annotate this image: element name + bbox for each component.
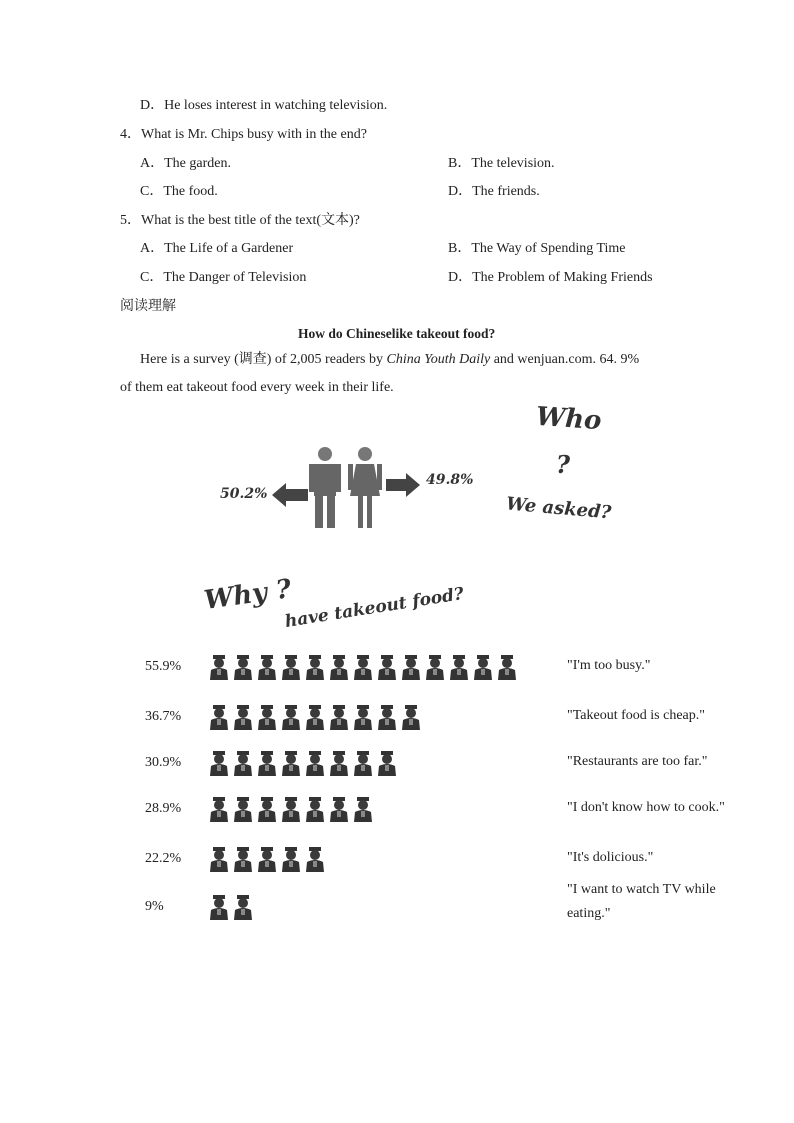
q4-option-b: B．The television. [448,156,555,171]
survey-icon-row [208,846,326,872]
passage-title: How do Chineselike takeout food? [298,326,496,341]
female-percent: 49.8% [426,472,474,488]
male-percent: 50.2% [220,486,268,502]
survey-reason: "I don't know how to cook." [567,800,725,815]
survey-percent: 30.9% [145,755,182,770]
person-icon [232,654,254,680]
survey-icon-row [208,704,422,730]
person-icon [328,654,350,680]
survey-icon-row [208,750,398,776]
person-icon [304,750,326,776]
person-icon [376,704,398,730]
survey-reason: "I'm too busy." [567,658,651,673]
person-icon [496,654,518,680]
person-icon [208,796,230,822]
why-subtitle: have takeout food? [283,583,466,633]
person-icon [232,704,254,730]
person-icon [328,796,350,822]
survey-percent: 9% [145,899,164,914]
person-icon [208,846,230,872]
right-arrow-icon [386,473,420,497]
survey-reason: "I want to watch TV while eating." [567,882,716,921]
q5-option-b: B．The Way of Spending Time [448,241,626,256]
person-icon [208,654,230,680]
why-heading: Why ? [202,574,294,616]
person-icon [400,654,422,680]
person-icon [256,750,278,776]
survey-percent: 22.2% [145,851,182,866]
person-icon [280,704,302,730]
person-icon [424,654,446,680]
we-asked-label: We asked? [505,493,613,524]
person-icon [208,750,230,776]
person-icon [472,654,494,680]
passage-line-2: of them eat takeout food every week in their life. [120,380,394,395]
q3-option-d: D．He loses interest in watching television. [140,98,388,113]
passage-text-post: and wenjuan.com. 64. 9% [490,352,640,367]
who-heading: Who [535,401,603,437]
person-icon [256,846,278,872]
person-icon [232,894,254,920]
survey-reason: "It's dolicious." [567,850,654,865]
person-icon [256,796,278,822]
person-icon [256,704,278,730]
person-icon [280,654,302,680]
female-figure-icon [348,446,382,530]
person-icon [352,704,374,730]
person-icon [280,796,302,822]
person-icon [352,750,374,776]
survey-percent: 28.9% [145,801,182,816]
survey-icon-row [208,894,254,920]
q4-option-c: C．The food. [140,184,218,199]
survey-reason: "Takeout food is cheap." [567,708,705,723]
q4-option-a: A．The garden. [140,156,231,171]
person-icon [376,750,398,776]
person-icon [328,750,350,776]
person-icon [232,796,254,822]
survey-icon-row [208,796,374,822]
left-arrow-icon [272,483,308,507]
q5-option-d: D．The Problem of Making Friends [448,270,653,285]
survey-reason: "Restaurants are too far." [567,754,708,769]
person-icon [400,704,422,730]
person-icon [304,796,326,822]
person-icon [232,846,254,872]
section-label: 阅读理解 [120,298,176,314]
person-icon [304,704,326,730]
person-icon [280,750,302,776]
person-icon [208,704,230,730]
survey-percent: 55.9% [145,659,182,674]
person-icon [304,654,326,680]
q5-option-a: A．The Life of a Gardener [140,241,294,256]
passage-source: China Youth Daily [386,352,491,367]
person-icon [256,654,278,680]
person-icon [352,654,374,680]
person-icon [304,846,326,872]
person-icon [208,894,230,920]
q4-option-d: D．The friends. [448,184,540,199]
who-question-mark: ? [556,450,571,479]
who-figure [200,400,620,550]
passage-text-pre: Here is a survey (调查) of 2,005 readers by [140,352,387,367]
q5-stem: 5．What is the best title of the text(文本)? [120,213,360,228]
why-figure [200,570,500,640]
passage-line-1 [140,351,639,369]
person-icon [376,654,398,680]
person-icon [328,704,350,730]
person-icon [448,654,470,680]
q5-option-c: C．The Danger of Television [140,270,307,285]
person-icon [232,750,254,776]
person-icon [352,796,374,822]
survey-icon-row [208,654,518,680]
male-figure-icon [308,446,342,530]
person-icon [280,846,302,872]
survey-percent: 36.7% [145,709,182,724]
q4-stem: 4．What is Mr. Chips busy with in the end? [120,127,367,142]
